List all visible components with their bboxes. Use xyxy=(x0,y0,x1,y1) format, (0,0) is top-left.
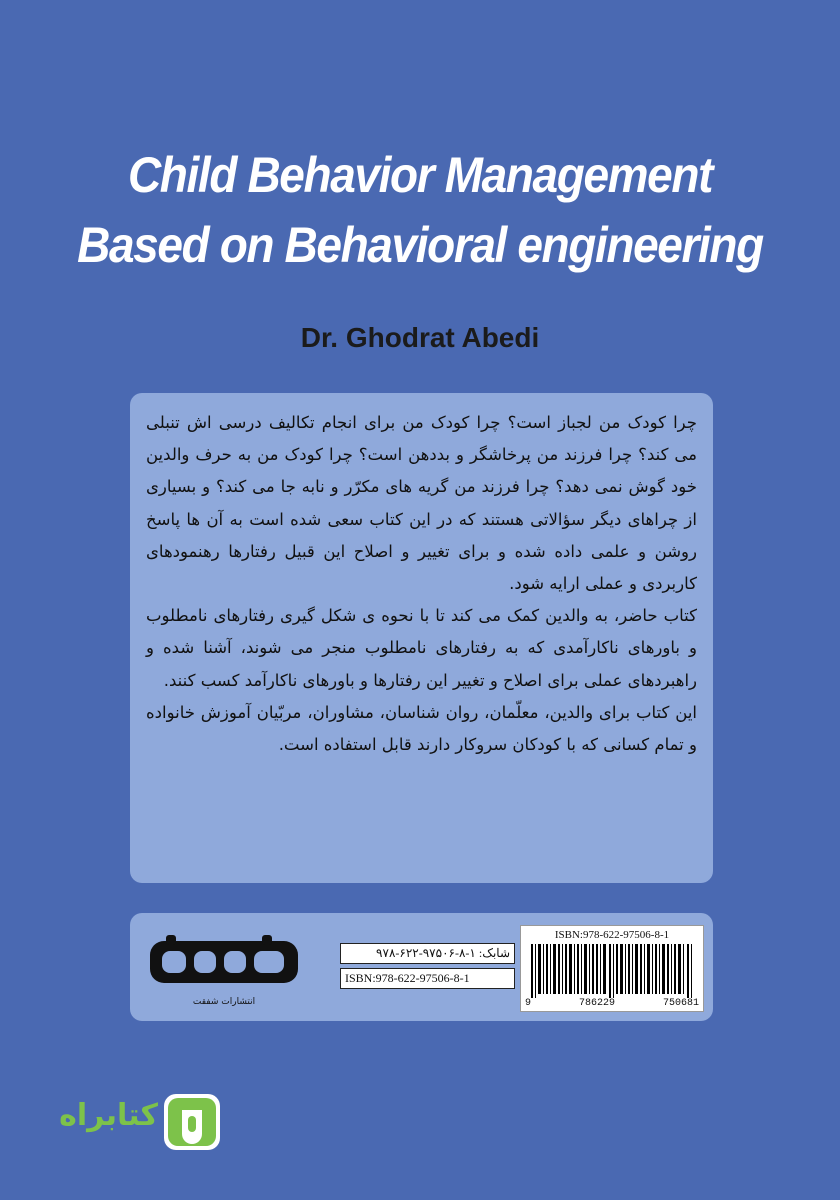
book-title xyxy=(0,140,840,280)
title-line-1: Child Behavior Management xyxy=(127,147,713,203)
barcode-digit-group-1: 9 xyxy=(525,998,532,1009)
isbn-persian: شابک: ۱-۸-۹۷۵۰۶-۶۲۲-۹۷۸ xyxy=(340,943,515,964)
barcode xyxy=(520,925,704,1012)
watermark xyxy=(40,1090,220,1154)
barcode-isbn-text: ISBN:978-622-97506-8-1 xyxy=(554,929,670,941)
barcode-digit-group-2: 786229 xyxy=(578,998,615,1009)
author-name: Dr. Ghodrat Abedi xyxy=(300,322,540,353)
blurb-paragraph-2: کتاب حاضر، به والدین کمک می کند تا با نحوه ی شکل گیری رفتارهای نامطلوب و باورهای ناکارآمدی که به رفتارهای نامطلوب منجر می شوند، آشنا شده و راهبردهای عملی برای اصلاح و تغییر این رفتارها و باورهای ناکارآمد کسب کنند. xyxy=(146,606,697,690)
barcode-digit-group-3: 750681 xyxy=(662,998,699,1009)
blurb-paragraph-3: این کتاب برای والدین، معلّمان، روان شناسان، مشاوران، مربّیان آموزش خانواده و تمام کسانی که با کودکان سروکار دارند قابل استفاده است. xyxy=(146,702,697,755)
publisher-logo-icon xyxy=(144,927,304,997)
title-line-2: Based on Behavioral engineering xyxy=(77,217,763,273)
watermark-logo-icon xyxy=(160,1090,224,1154)
blurb-paragraph-1: چرا کودک من لجباز است؟ چرا کودک من برای انجام تکالیف درسی اش تنبلی می کند؟ چرا فرزند من پرخاشگر و بددهن است؟ چرا کودک من به حرف والدین خود گوش نمی دهد؟ چرا فرزند من گریه های مکرّر و نابه جا می کند؟ و بسیاری از چراهای دیگر سؤالاتی هستند که در این کتاب سعی شده است به آن ها پاسخ روشن و علمی داده شده و برای تغییر و اصلاح این قبیل رفتارها رهنمودهای کاربردی و عملی ارایه شود. xyxy=(146,413,697,594)
isbn-latin: ISBN:978-622-97506-8-1 xyxy=(340,968,515,989)
publisher-logo xyxy=(144,927,304,1007)
blurb-panel xyxy=(130,393,713,883)
watermark-text: کتابراه xyxy=(59,1098,158,1133)
isbn-panel xyxy=(130,913,713,1021)
publisher-caption: انتشارات شفقت xyxy=(192,997,256,1007)
barcode-digits xyxy=(525,998,699,1009)
isbn-labels xyxy=(340,943,515,993)
